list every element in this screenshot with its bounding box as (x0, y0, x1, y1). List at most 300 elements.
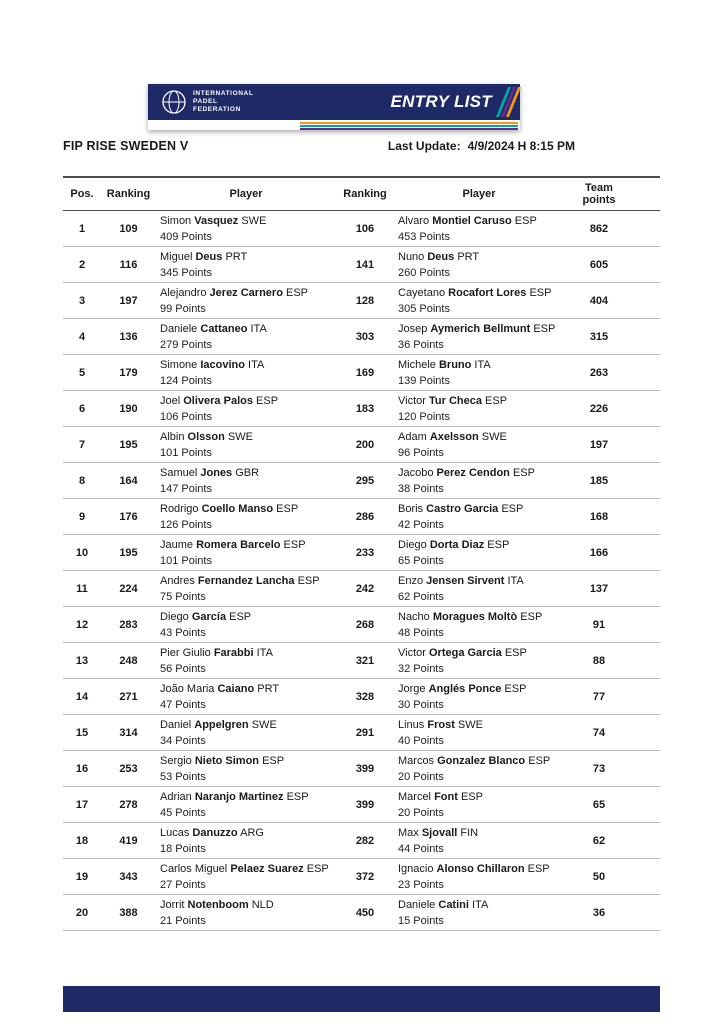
last-update-label: Last Update: (387, 139, 461, 153)
player-surname: Olsson (187, 430, 225, 443)
player-name (398, 537, 562, 553)
player-2-cell (394, 751, 564, 787)
stripe-purple (300, 128, 518, 130)
player-1-cell (156, 859, 336, 895)
team-points-cell: 185 (564, 463, 660, 499)
player-given: Simon (160, 214, 192, 227)
player-given: Ignacio (398, 862, 434, 875)
ranking1-cell: 248 (101, 643, 156, 679)
player-name (398, 501, 562, 517)
player-2-cell (394, 607, 564, 643)
player-given: Simone (160, 358, 198, 371)
player-country: ESP (262, 754, 285, 767)
player-name (398, 357, 562, 373)
table-row (63, 643, 660, 679)
team-points-cell: 404 (564, 283, 660, 319)
player-surname: Gonzalez Blanco (437, 754, 526, 767)
team-points-cell: 50 (564, 859, 660, 895)
player-given: Albin (160, 430, 185, 443)
player-name (160, 321, 334, 337)
player-name (160, 861, 334, 877)
player-name (160, 717, 334, 733)
banner-stripes (300, 122, 518, 131)
player-country: ESP (285, 286, 308, 299)
ranking2-cell: 328 (336, 679, 394, 715)
player-name (398, 465, 562, 481)
player-name (160, 429, 334, 445)
player-country: ESP (527, 862, 550, 875)
player-given: Cayetano (398, 286, 446, 299)
player-surname: Font (434, 790, 458, 803)
footer-bar (63, 986, 660, 1012)
pos-cell: 16 (63, 751, 101, 787)
entry-table (63, 176, 660, 931)
table-row (63, 247, 660, 283)
team-points-cell: 137 (564, 571, 660, 607)
player-given: Diego (398, 538, 427, 551)
player-given: Diego (160, 610, 189, 623)
ranking1-cell: 343 (101, 859, 156, 895)
table-row (63, 679, 660, 715)
player-name (160, 645, 334, 661)
player-1-cell (156, 463, 336, 499)
player-points: 32 Points (398, 662, 444, 675)
table-row (63, 211, 660, 247)
player-1-cell (156, 499, 336, 535)
player-surname: Romera Barcelo (196, 538, 281, 551)
player-country: ARG (240, 826, 264, 839)
team-points-cell: 62 (564, 823, 660, 859)
pos-cell: 13 (63, 643, 101, 679)
last-update-value: 4/9/2024 H 8:15 PM (467, 139, 575, 153)
table-row (63, 607, 660, 643)
player-country: ESP (529, 286, 552, 299)
player-surname: Jerez Carnero (209, 286, 283, 299)
player-1-cell (156, 895, 336, 931)
ranking1-cell: 164 (101, 463, 156, 499)
player-points: 36 Points (398, 338, 444, 351)
player-points: 453 Points (398, 230, 450, 243)
banner-title: ENTRY LIST (390, 92, 492, 111)
table-header-row (63, 177, 660, 211)
ranking2-cell: 128 (336, 283, 394, 319)
player-surname: Nieto Simon (194, 754, 260, 767)
player-name (160, 465, 334, 481)
player-points: 101 Points (160, 446, 212, 459)
player-country: ESP (520, 610, 543, 623)
player-surname: Anglés Ponce (428, 682, 502, 695)
header-banner (148, 84, 520, 130)
player-given: João Maria (160, 682, 215, 695)
player-2-cell (394, 571, 564, 607)
team-points-cell: 315 (564, 319, 660, 355)
ranking2-cell: 399 (336, 787, 394, 823)
player-points: 96 Points (398, 446, 444, 459)
player-name (160, 573, 334, 589)
player-name (160, 249, 334, 265)
col-player-2: Player (394, 177, 564, 211)
pos-cell: 2 (63, 247, 101, 283)
player-1-cell (156, 283, 336, 319)
table-row (63, 895, 660, 931)
entry-table-body (63, 211, 660, 931)
ranking2-cell: 106 (336, 211, 394, 247)
ranking2-cell: 233 (336, 535, 394, 571)
player-country: PRT (257, 682, 280, 695)
col-pos: Pos. (63, 177, 101, 211)
ranking2-cell: 286 (336, 499, 394, 535)
player-name (160, 753, 334, 769)
player-2-cell (394, 391, 564, 427)
player-points: 345 Points (160, 266, 212, 279)
player-points: 409 Points (160, 230, 212, 243)
player-name (398, 717, 562, 733)
player-surname: Catini (438, 898, 469, 911)
player-country: PRT (457, 250, 480, 263)
player-given: Josep (398, 322, 428, 335)
player-given: Sergio (160, 754, 192, 767)
player-points: 126 Points (160, 518, 212, 531)
player-2-cell (394, 283, 564, 319)
player-country: ESP (283, 538, 306, 551)
player-points: 99 Points (160, 302, 206, 315)
player-name (160, 825, 334, 841)
team-points-cell: 88 (564, 643, 660, 679)
ranking2-cell: 303 (336, 319, 394, 355)
ranking2-cell: 282 (336, 823, 394, 859)
pos-cell: 8 (63, 463, 101, 499)
pos-cell: 4 (63, 319, 101, 355)
ranking2-cell: 321 (336, 643, 394, 679)
player-points: 65 Points (398, 554, 444, 567)
player-1-cell (156, 319, 336, 355)
player-1-cell (156, 607, 336, 643)
player-country: ESP (485, 394, 508, 407)
player-name (398, 861, 562, 877)
pos-cell: 20 (63, 895, 101, 931)
ranking1-cell: 388 (101, 895, 156, 931)
player-points: 40 Points (398, 734, 444, 747)
player-name (160, 393, 334, 409)
player-name (398, 681, 562, 697)
player-name (160, 213, 334, 229)
ranking2-cell: 200 (336, 427, 394, 463)
player-2-cell (394, 679, 564, 715)
ranking1-cell: 176 (101, 499, 156, 535)
player-points: 56 Points (160, 662, 206, 675)
player-name (398, 429, 562, 445)
player-given: Marcos (398, 754, 435, 767)
player-country: SWE (227, 430, 253, 443)
ranking1-cell: 179 (101, 355, 156, 391)
player-points: 20 Points (398, 806, 444, 819)
player-country: ESP (514, 214, 537, 227)
player-country: ESP (286, 790, 309, 803)
player-country: ESP (512, 466, 535, 479)
ranking1-cell: 116 (101, 247, 156, 283)
player-country: PRT (225, 250, 248, 263)
player-2-cell (394, 499, 564, 535)
player-points: 23 Points (398, 878, 444, 891)
player-given: Jaume (160, 538, 194, 551)
team-points-cell: 91 (564, 607, 660, 643)
pos-cell: 3 (63, 283, 101, 319)
table-row (63, 427, 660, 463)
player-points: 43 Points (160, 626, 206, 639)
player-country: ITA (507, 574, 524, 587)
player-country: ITA (472, 898, 489, 911)
player-name (398, 645, 562, 661)
table-row (63, 499, 660, 535)
player-country: ESP (276, 502, 299, 515)
player-surname: Dorta Diaz (429, 538, 485, 551)
player-country: ESP (229, 610, 252, 623)
player-country: ESP (504, 646, 527, 659)
player-points: 18 Points (160, 842, 206, 855)
player-surname: Perez Cendon (436, 466, 510, 479)
player-given: Daniele (160, 322, 198, 335)
ranking2-cell: 169 (336, 355, 394, 391)
ranking2-cell: 183 (336, 391, 394, 427)
player-1-cell (156, 571, 336, 607)
ranking1-cell: 278 (101, 787, 156, 823)
player-country: ITA (250, 322, 267, 335)
ranking2-cell: 450 (336, 895, 394, 931)
player-name (398, 897, 562, 913)
table-row (63, 535, 660, 571)
player-surname: Frost (427, 718, 455, 731)
player-points: 305 Points (398, 302, 450, 315)
player-points: 260 Points (398, 266, 450, 279)
player-country: ESP (528, 754, 551, 767)
ipf-logo (161, 89, 253, 115)
col-team-points: Team points (564, 177, 660, 211)
player-given: Daniele (398, 898, 436, 911)
player-country: SWE (251, 718, 277, 731)
player-country: ESP (501, 502, 524, 515)
player-surname: Iacovino (200, 358, 245, 371)
table-row (63, 283, 660, 319)
player-surname: Caiano (217, 682, 255, 695)
player-country: ITA (256, 646, 273, 659)
player-points: 62 Points (398, 590, 444, 603)
player-given: Nuno (398, 250, 425, 263)
player-surname: Alonso Chillaron (436, 862, 525, 875)
table-row (63, 859, 660, 895)
table-row (63, 571, 660, 607)
player-country: NLD (251, 898, 274, 911)
team-points-cell: 36 (564, 895, 660, 931)
player-2-cell (394, 211, 564, 247)
table-row (63, 787, 660, 823)
player-name (398, 609, 562, 625)
team-points-cell: 73 (564, 751, 660, 787)
logo-line-3: FEDERATION (193, 106, 241, 113)
pos-cell: 15 (63, 715, 101, 751)
player-1-cell (156, 355, 336, 391)
last-update (388, 139, 575, 153)
player-country: ESP (504, 682, 527, 695)
player-given: Alejandro (160, 286, 207, 299)
player-2-cell (394, 643, 564, 679)
ranking1-cell: 197 (101, 283, 156, 319)
player-country: SWE (241, 214, 267, 227)
player-country: ESP (533, 322, 556, 335)
player-name (398, 321, 562, 337)
player-given: Lucas (160, 826, 190, 839)
team-points-cell: 77 (564, 679, 660, 715)
player-surname: Deus (195, 250, 223, 263)
player-points: 20 Points (398, 770, 444, 783)
player-2-cell (394, 787, 564, 823)
player-country: ESP (256, 394, 279, 407)
pos-cell: 9 (63, 499, 101, 535)
stripe-teal (300, 125, 518, 127)
table-row (63, 355, 660, 391)
player-name (160, 357, 334, 373)
player-name (398, 825, 562, 841)
team-points-cell: 605 (564, 247, 660, 283)
team-points-cell: 65 (564, 787, 660, 823)
ranking2-cell: 291 (336, 715, 394, 751)
player-name (160, 537, 334, 553)
ranking1-cell: 195 (101, 427, 156, 463)
player-points: 120 Points (398, 410, 450, 423)
col-ranking-2: Ranking (336, 177, 394, 211)
player-1-cell (156, 751, 336, 787)
player-country: SWE (481, 430, 507, 443)
player-1-cell (156, 247, 336, 283)
team-points-cell: 166 (564, 535, 660, 571)
ranking1-cell: 136 (101, 319, 156, 355)
player-points: 124 Points (160, 374, 212, 387)
ranking1-cell: 419 (101, 823, 156, 859)
team-points-cell: 862 (564, 211, 660, 247)
player-1-cell (156, 823, 336, 859)
player-surname: Axelsson (429, 430, 479, 443)
player-points: 139 Points (398, 374, 450, 387)
player-given: Carlos Miguel (160, 862, 228, 875)
player-1-cell (156, 715, 336, 751)
player-given: Samuel (160, 466, 198, 479)
player-2-cell (394, 427, 564, 463)
player-name (398, 393, 562, 409)
player-2-cell (394, 895, 564, 931)
player-2-cell (394, 463, 564, 499)
player-given: Daniel (160, 718, 192, 731)
player-surname: Bruno (438, 358, 472, 371)
table-row (63, 715, 660, 751)
player-given: Victor (398, 646, 426, 659)
player-2-cell (394, 859, 564, 895)
player-given: Pier Giulio (160, 646, 211, 659)
player-surname: Pelaez Suarez (230, 862, 304, 875)
player-surname: Sjovall (421, 826, 458, 839)
player-points: 279 Points (160, 338, 212, 351)
player-given: Jorge (398, 682, 426, 695)
ranking2-cell: 141 (336, 247, 394, 283)
player-name (160, 789, 334, 805)
player-surname: Deus (427, 250, 455, 263)
player-name (398, 573, 562, 589)
player-name (160, 897, 334, 913)
pos-cell: 6 (63, 391, 101, 427)
banner-diagonal-accent (496, 87, 521, 117)
pos-cell: 12 (63, 607, 101, 643)
player-points: 48 Points (398, 626, 444, 639)
ranking1-cell: 190 (101, 391, 156, 427)
logo-line-2: PADEL (193, 98, 218, 105)
ranking2-cell: 242 (336, 571, 394, 607)
player-given: Adam (398, 430, 427, 443)
player-1-cell (156, 427, 336, 463)
player-country: GBR (235, 466, 260, 479)
stripe-orange (300, 122, 518, 124)
team-points-cell: 74 (564, 715, 660, 751)
player-points: 147 Points (160, 482, 212, 495)
ranking1-cell: 195 (101, 535, 156, 571)
pos-cell: 14 (63, 679, 101, 715)
player-name (160, 501, 334, 517)
ranking1-cell: 314 (101, 715, 156, 751)
player-surname: García (191, 610, 227, 623)
team-points-cell: 197 (564, 427, 660, 463)
player-given: Michele (398, 358, 436, 371)
pos-cell: 17 (63, 787, 101, 823)
player-given: Alvaro (398, 214, 430, 227)
player-country: ESP (460, 790, 483, 803)
table-header (63, 177, 660, 211)
player-points: 34 Points (160, 734, 206, 747)
player-points: 42 Points (398, 518, 444, 531)
player-surname: Moragues Moltò (432, 610, 518, 623)
ranking1-cell: 224 (101, 571, 156, 607)
tournament-title: FIP RISE SWEDEN V (63, 139, 189, 153)
ranking2-cell: 268 (336, 607, 394, 643)
player-name (398, 213, 562, 229)
team-points-cell: 226 (564, 391, 660, 427)
player-given: Jorrit (160, 898, 185, 911)
player-2-cell (394, 319, 564, 355)
player-points: 15 Points (398, 914, 444, 927)
player-points: 30 Points (398, 698, 444, 711)
table-row (63, 823, 660, 859)
player-country: ESP (297, 574, 320, 587)
player-surname: Notenboom (187, 898, 249, 911)
player-surname: Aymerich Bellmunt (430, 322, 531, 335)
player-given: Boris (398, 502, 424, 515)
player-country: ESP (306, 862, 329, 875)
player-given: Victor (398, 394, 426, 407)
player-given: Linus (398, 718, 425, 731)
player-name (160, 609, 334, 625)
player-given: Max (398, 826, 419, 839)
ranking1-cell: 271 (101, 679, 156, 715)
player-country: FIN (460, 826, 479, 839)
player-surname: Ortega Garcia (428, 646, 502, 659)
player-2-cell (394, 823, 564, 859)
team-points-cell: 263 (564, 355, 660, 391)
player-points: 45 Points (160, 806, 206, 819)
player-surname: Jensen Sirvent (426, 574, 505, 587)
player-surname: Fernandez Lancha (197, 574, 295, 587)
ranking1-cell: 253 (101, 751, 156, 787)
player-surname: Tur Checa (428, 394, 482, 407)
player-surname: Montiel Caruso (432, 214, 512, 227)
ipf-globe-icon (161, 89, 187, 115)
player-points: 106 Points (160, 410, 212, 423)
player-given: Marcel (398, 790, 432, 803)
